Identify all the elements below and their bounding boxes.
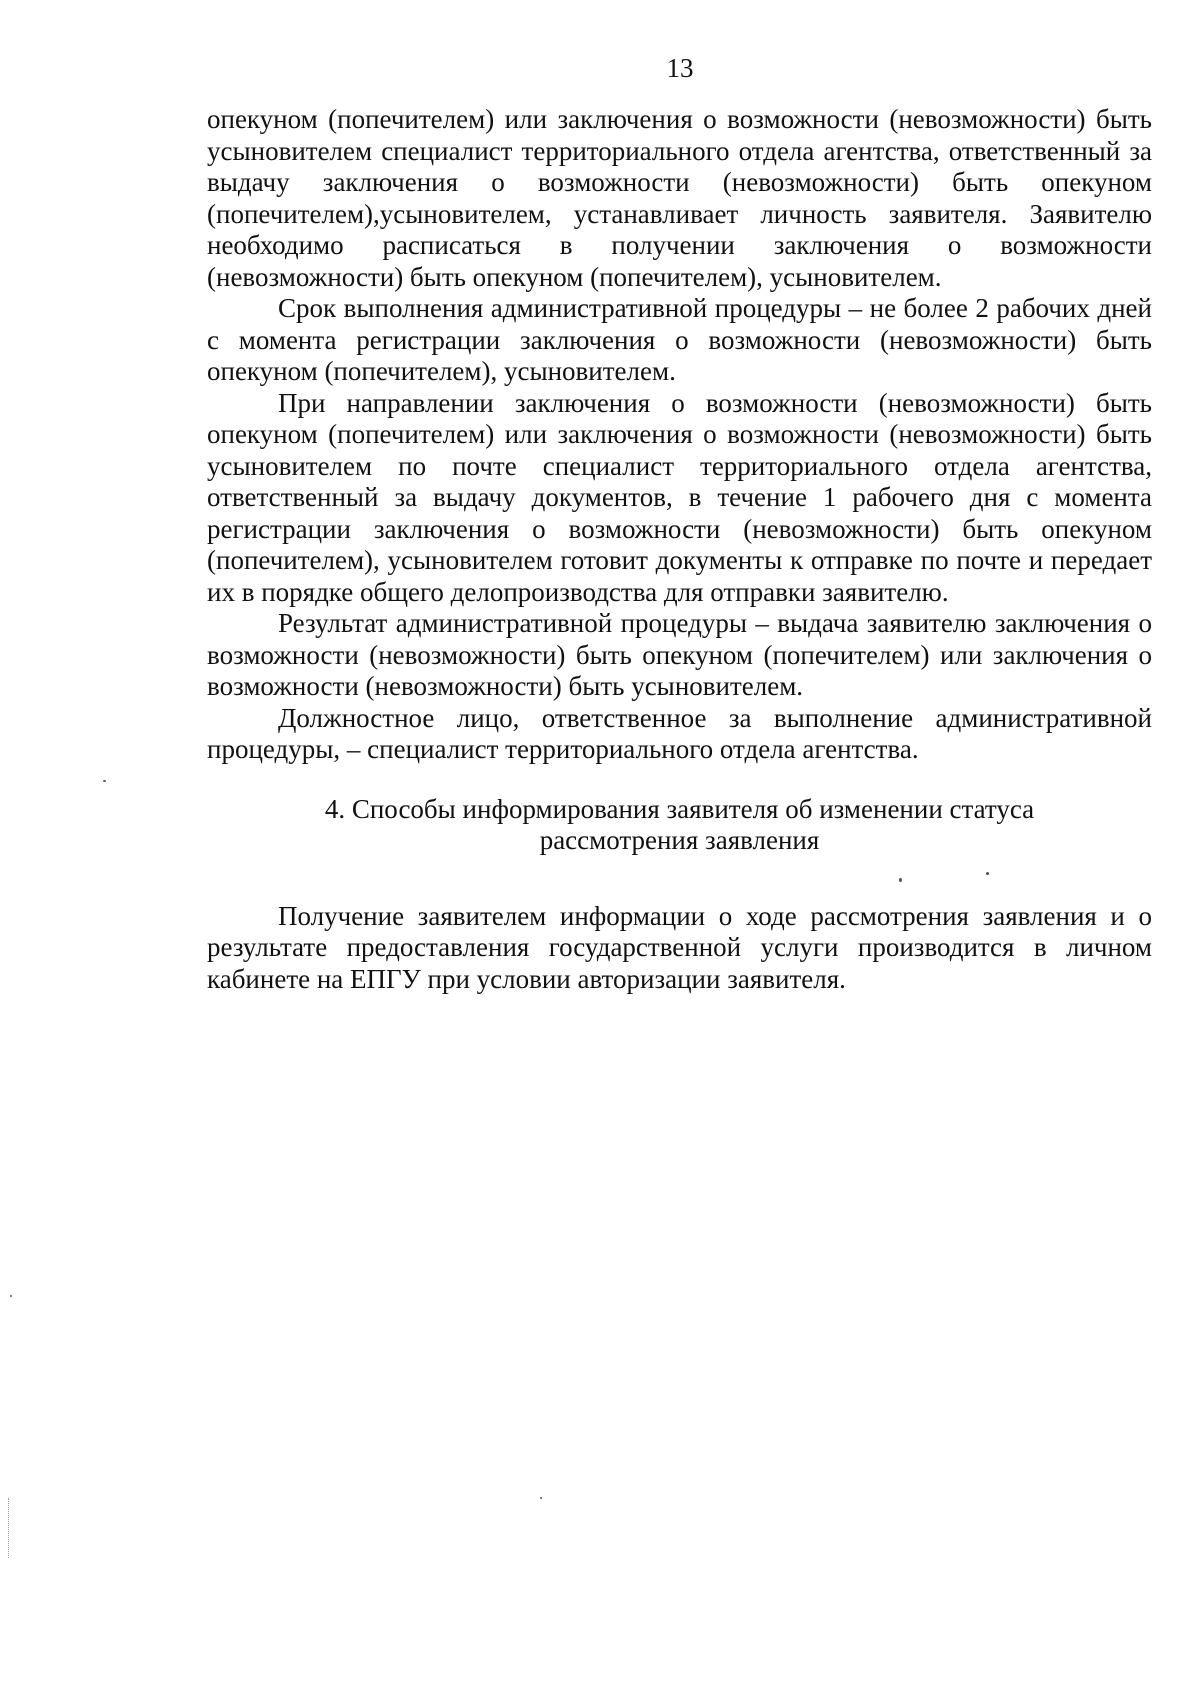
scan-speck [103, 780, 106, 782]
paragraph-result: Результат административной процедуры – выдача заявителю заключения о возможности (невозможности) быть опекуном (попечителем) или заключения о возможности (невозможности) быть усыновителем. [207, 608, 1152, 701]
paragraph-mail-delivery: При направлении заключения о возможности (невозможности) быть опекуном (попечителем) или заключения о возможности (невозможности) быть усыновителем по почте специалист территориального отдела агентства, ответственный за выдачу документов, в течение 1 рабочего дня с момента регистрации заключения о возможности (невозможности) быть опекуном (попечителем), усыновителем готовит документы к отправке по почте и передает их в порядке общего делопроизводства для отправки заявителю. [207, 387, 1152, 607]
section-heading [207, 794, 1152, 857]
scan-speck [986, 872, 989, 875]
section-heading-line-1: 4. Способы информирования заявителя об изменении статуса [324, 793, 1035, 824]
paragraph-responsible-official: Должностное лицо, ответственное за выполнение административной процедуры, – специалист территориального отдела агентства. [207, 702, 1152, 764]
document-body [207, 104, 1152, 995]
section-heading-line-2: рассмотрения заявления [539, 825, 820, 855]
paragraph-deadline: Срок выполнения административной процедуры – не более 2 рабочих дней с момента регистрации заключения о возможности (невозможности) быть опекуном (попечителем), усыновителем. [207, 293, 1152, 386]
scan-speck [540, 1497, 542, 1499]
scan-speck [899, 878, 902, 882]
page-number: 13 [666, 53, 694, 83]
paragraph-continuation: опекуном (попечителем) или заключения о возможности (невозможности) быть усыновителем специалист территориального отдела агентства, ответственный за выдачу заключения о возможности (невозможности) быть опекуном (попечителем),усыновителем, устанавливает личность заявителя. Заявителю необходимо расписаться в получении заключения о возможности (невозможности) быть опекуном (попечителем), усыновителем. [207, 104, 1152, 292]
scan-margin-dots [8, 1498, 11, 1558]
scan-speck [10, 1295, 12, 1297]
paragraph-status-info: Получение заявителем информации о ходе рассмотрения заявления и о результате предоставления государственной услуги производится в личном кабинете на ЕПГУ при условии авторизации заявителя. [207, 900, 1152, 994]
